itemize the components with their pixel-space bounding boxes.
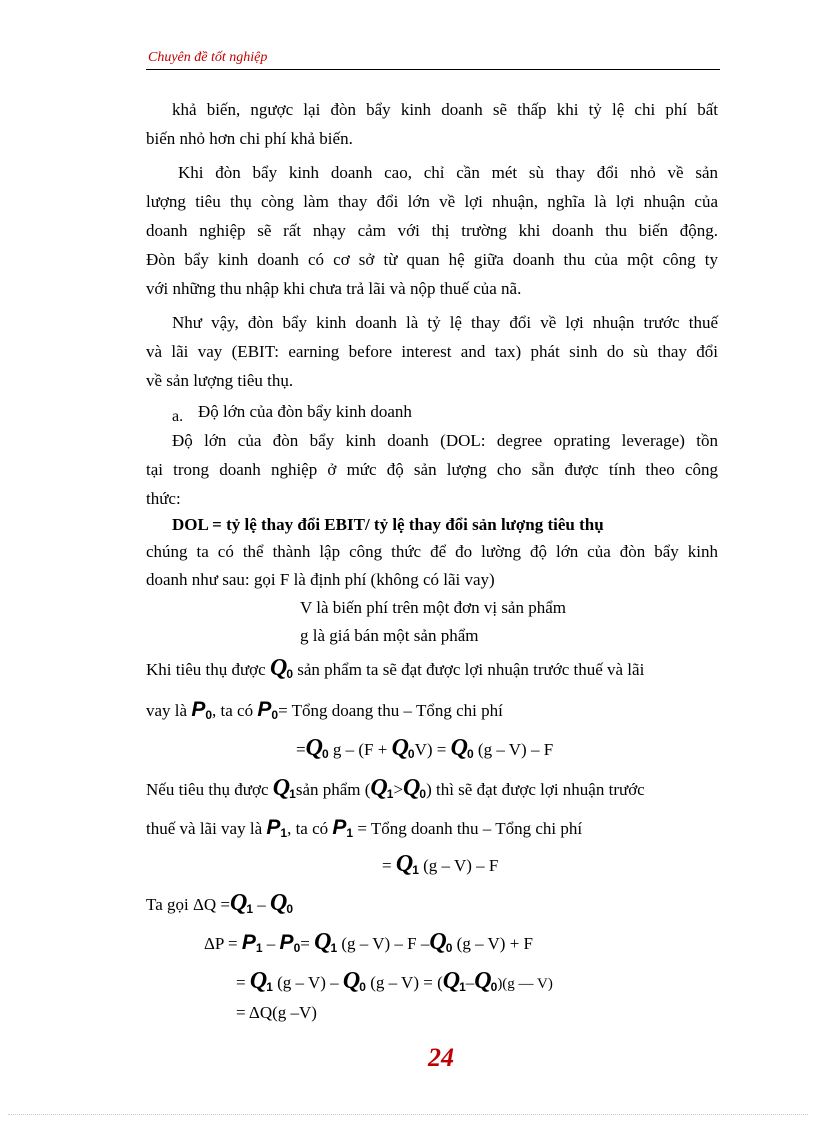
text: > [393, 780, 404, 799]
symbol-p1: P1 [332, 816, 354, 840]
equation-line [204, 929, 533, 955]
section-title: Độ lớn của đòn bẩy kinh doanh [198, 402, 412, 421]
text: (g – V) + F [456, 934, 533, 953]
paragraph-line: về sản lượng tiêu thụ. [146, 371, 294, 390]
symbol-p1: P1 [266, 816, 288, 840]
equation-line [146, 775, 645, 801]
symbol-q0: Q0 [403, 775, 427, 801]
symbol-q0: Q0 [270, 890, 294, 916]
text: – [266, 934, 276, 953]
text: = [300, 934, 310, 953]
paragraph-line: Như vậy, đòn bẩy kinh doanh là tỷ lệ thay đổi về lợi nhuận trước thuế [172, 313, 718, 332]
equation-line [296, 735, 554, 761]
text: = [382, 856, 392, 875]
symbol-q0: Q0 [305, 735, 329, 761]
equation-line [146, 818, 582, 840]
paragraph-line: thức: [146, 489, 181, 508]
symbol-q0: Q0 [429, 929, 453, 955]
symbol-p0: P0 [257, 698, 279, 722]
text: (g – V) – [277, 973, 339, 992]
text: thuế và lãi vay là [146, 819, 263, 838]
symbol-p0: P0 [279, 931, 301, 955]
paragraph-line: khả biến, ngược lại đòn bẩy kinh doanh sẽ thấp khi tỷ lệ chi phí bất [172, 100, 718, 119]
equation-line [382, 851, 499, 877]
running-header: Chuyên đề tốt nghiệp [148, 50, 268, 65]
text: (g – V) = ( [370, 973, 443, 992]
text: Nếu tiêu thụ được [146, 780, 269, 799]
symbol-p1: P1 [241, 931, 263, 955]
text: Ta gọi ΔQ = [146, 895, 231, 914]
text: sản phẩm ta sẽ đạt được lợi nhuận trước thuế và lãi [297, 660, 645, 679]
section-marker: a. [172, 408, 184, 425]
dol-formula: DOL = tỷ lệ thay đổi EBIT/ tỷ lệ thay đổi sản lượng tiêu thụ [172, 515, 604, 534]
text: Khi tiêu thụ được [146, 660, 266, 679]
paragraph-line: và lãi vay (EBIT: earning before interest and tax) phát sinh do sù thay đổi [146, 342, 718, 361]
text: (g – V) – F [477, 740, 554, 759]
text: = Tổng doanh thu – Tổng chi phí [357, 819, 583, 838]
text: (g – V) – F [423, 856, 499, 875]
text: V) = [414, 740, 447, 759]
text: – [465, 973, 475, 992]
paragraph-line: Đòn bẩy kinh doanh có cơ sở từ quan hệ giữa doanh thu của một công ty [146, 250, 718, 269]
equation-line [146, 655, 645, 681]
text: vay là [146, 701, 188, 720]
paragraph-line: chúng ta có thể thành lập công thức để đo lường độ lớn của đòn bẩy kinh [146, 542, 718, 561]
text: )(g — V) [497, 976, 553, 992]
paragraph-line: Độ lớn của đòn bẩy kinh doanh (DOL: degree oprating leverage) tồn [172, 431, 718, 450]
equation-line [146, 700, 503, 722]
text: , ta có [212, 701, 254, 720]
text: = Tổng doang thu – Tổng chi phí [278, 701, 503, 720]
text: (g – V) – F – [341, 934, 430, 953]
paragraph-line: doanh như sau: gọi F là định phí (không có lãi vay) [146, 570, 495, 589]
definition-line: g là giá bán một sản phẩm [300, 626, 479, 645]
text: ) thì sẽ đạt được lợi nhuận trước [426, 780, 645, 799]
paragraph-line: Khi đòn bẩy kinh doanh cao, chỉ cần mét sù thay đổi nhỏ về sản [178, 163, 718, 182]
symbol-q1: Q1 [230, 890, 254, 916]
footer-rule [8, 1114, 808, 1115]
symbol-q0: Q0 [342, 968, 366, 994]
text: , ta có [287, 819, 329, 838]
symbol-q1: Q1 [370, 775, 394, 801]
symbol-q1: Q1 [272, 775, 296, 801]
paragraph-line: tại trong doanh nghiệp ở mức độ sản lượng cho sẵn được tính theo công [146, 460, 718, 479]
definition-line: V là biến phí trên một đơn vị sản phẩm [300, 598, 566, 617]
equation-line: = ΔQ(g –V) [236, 1003, 317, 1022]
symbol-q1: Q1 [249, 968, 273, 994]
symbol-p0: P0 [191, 698, 213, 722]
symbol-q1: Q1 [395, 851, 419, 877]
equation-line [236, 968, 553, 994]
paragraph-line: với những thu nhập khi chưa trả lãi và nộp thuế của nã. [146, 279, 522, 298]
text: = [296, 740, 306, 759]
symbol-q1: Q1 [314, 929, 338, 955]
symbol-q1: Q1 [442, 968, 466, 994]
paragraph-line: biến nhỏ hơn chi phí khả biến. [146, 129, 353, 148]
text: sản phẩm ( [295, 780, 371, 799]
symbol-q0: Q0 [450, 735, 474, 761]
text: – [257, 895, 266, 914]
equation-line [146, 890, 294, 916]
page-number: 24 [428, 1043, 454, 1072]
text: = [236, 973, 246, 992]
symbol-q0: Q0 [474, 968, 498, 994]
paragraph-line: doanh nghiệp sẽ rất nhạy cảm với thị trường khi doanh thu biến động. [146, 221, 718, 240]
symbol-q0: Q0 [391, 735, 415, 761]
paragraph-line: lượng tiêu thụ còng làm thay đổi lớn về lợi nhuận, nghĩa là lợi nhuận của [146, 192, 718, 211]
text: g – (F + [332, 740, 388, 759]
text: ΔP = [204, 934, 238, 953]
symbol-q0: Q0 [269, 655, 293, 681]
header-rule [146, 69, 720, 70]
